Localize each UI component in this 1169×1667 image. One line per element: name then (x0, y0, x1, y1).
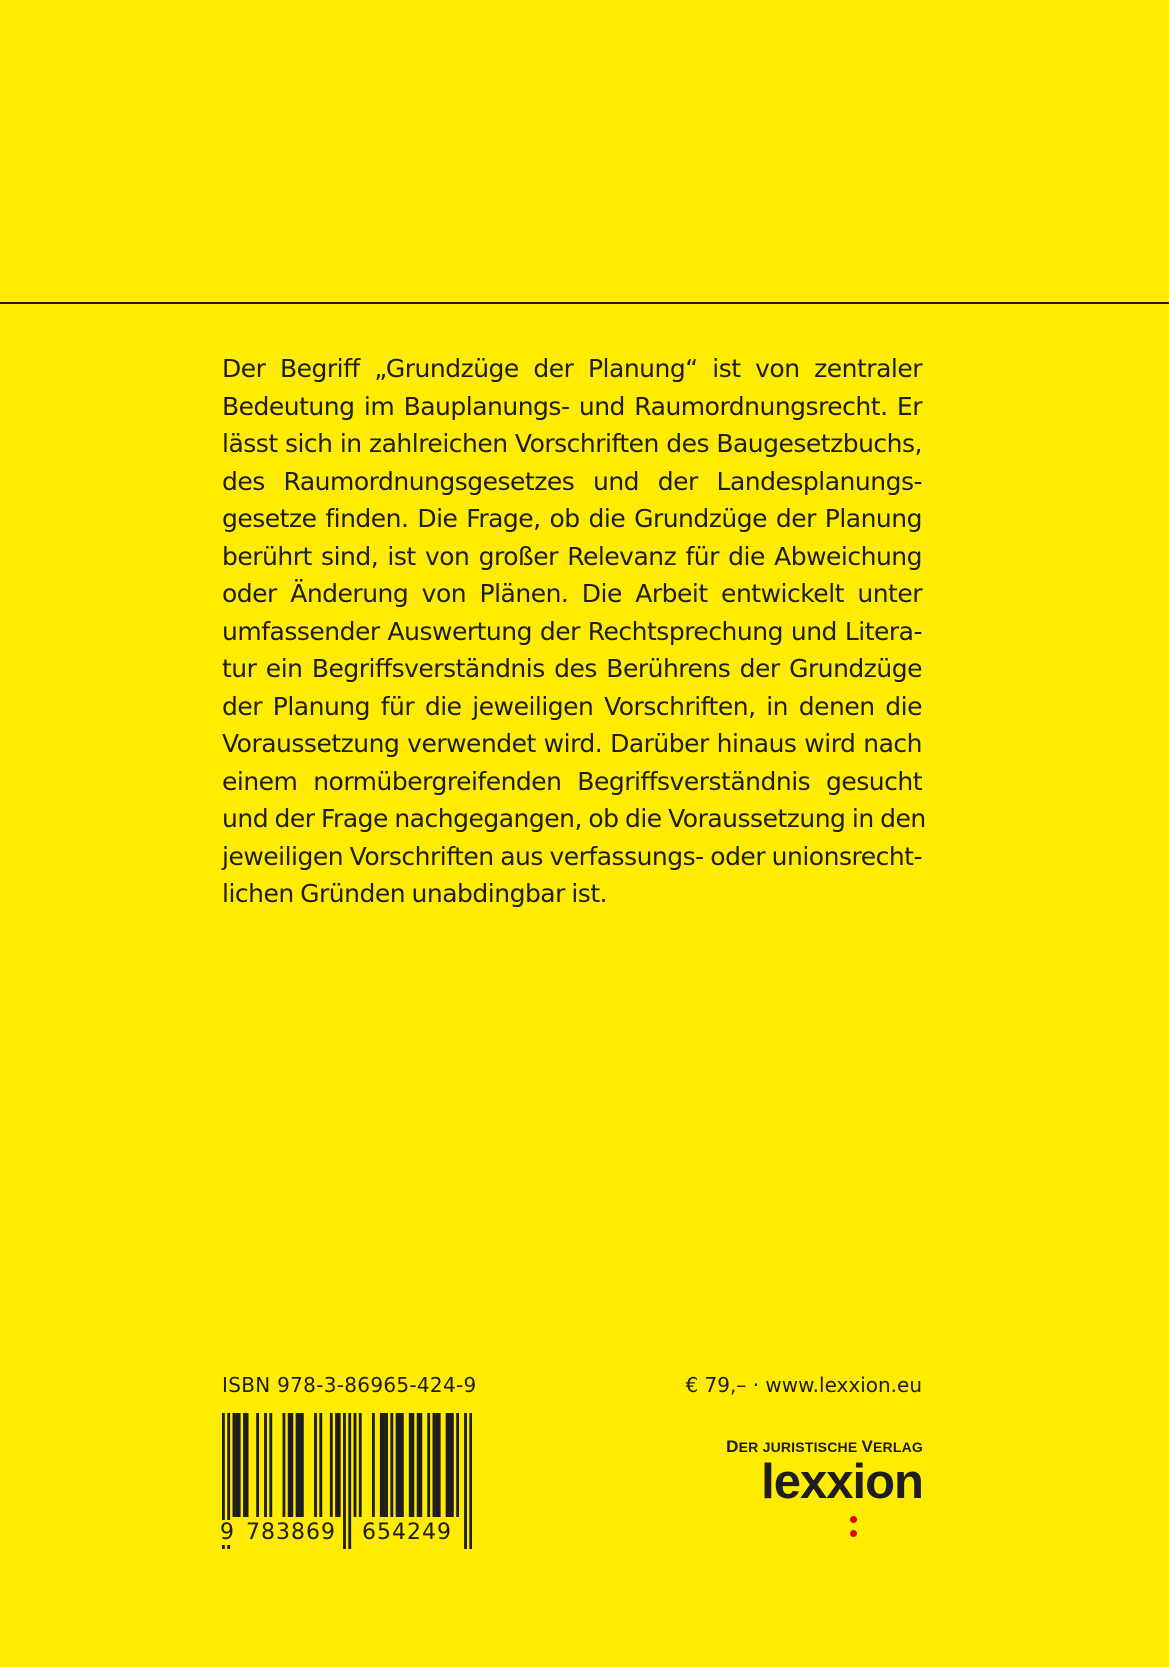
barcode-bar (283, 1413, 286, 1517)
barcode-bar (243, 1413, 246, 1517)
blurb-line: einem normübergreifenden Begriffsverständnis gesucht (222, 766, 922, 796)
tagline-initial: V (861, 1437, 873, 1456)
blurb-line: gesetze finden. Die Frage, ob die Grundzüge der Planung (222, 504, 922, 533)
barcode-bar (390, 1413, 393, 1517)
barcode-left-digits: 783869 (246, 1520, 336, 1545)
tagline-initial: D (726, 1437, 739, 1456)
barcode-bar (338, 1413, 341, 1517)
barcode-bar (451, 1413, 454, 1517)
barcode-bar (335, 1413, 338, 1517)
barcode-digits (222, 1514, 472, 1550)
blurb-line: lässt sich in zahlreichen Vorschriften des Baugesetzbuchs, (222, 429, 922, 458)
top-divider-line (0, 302, 1169, 304)
barcode-bar (433, 1413, 436, 1517)
barcode-bar (264, 1413, 267, 1517)
barcode-bar (256, 1413, 259, 1517)
blurb-line: des Raumordnungsgesetzes und der Landesplanungs- (222, 466, 922, 496)
logo-dot (850, 1516, 857, 1523)
barcode-lead-digit: 9 (220, 1520, 234, 1545)
price-and-website: € 79,– · www.lexxion.eu (685, 1373, 922, 1397)
barcode-bar (359, 1413, 362, 1517)
barcode-bar (446, 1413, 449, 1517)
tagline-text: ERLAG (873, 1439, 923, 1455)
barcode-bar (290, 1413, 293, 1517)
barcode-bar (448, 1413, 451, 1517)
barcode-bar (411, 1413, 414, 1517)
tagline-text: ER JURISTISCHE (738, 1439, 862, 1455)
blurb-line: Bedeutung im Bauplanungs- und Raumordnungsrecht. Er (222, 391, 922, 421)
barcode-bar (383, 1413, 386, 1517)
blurb-line: berührt sind, ist von großer Relevanz für die Abweichung (222, 541, 922, 571)
publisher-logo (726, 1437, 923, 1508)
blurb-line: und der Frage nachgegangen, ob die Voraussetzung in den (222, 804, 926, 833)
barcode-bar (298, 1413, 301, 1517)
barcode-bar (401, 1413, 404, 1517)
blurb-line: der Planung für die jeweiligen Vorschriften, in denen die (222, 691, 922, 721)
barcode-bar (269, 1413, 272, 1517)
barcode-bar (319, 1413, 322, 1517)
barcode-bar (301, 1413, 304, 1517)
barcode-bar (427, 1413, 430, 1517)
barcode-bar (314, 1413, 317, 1517)
blurb-line: oder Änderung von Plänen. Die Arbeit entwickelt unter (222, 579, 922, 608)
barcode-bar (380, 1413, 383, 1517)
barcode-bar (296, 1413, 299, 1517)
isbn-label: ISBN 978-3-86965-424-9 (222, 1373, 477, 1397)
barcode-bar (288, 1413, 291, 1517)
barcode-bar (235, 1413, 238, 1517)
barcode-bar (456, 1413, 459, 1517)
barcode-bar (233, 1413, 236, 1517)
blurb-line: Voraussetzung verwendet wird. Darüber hinaus wird nach (222, 729, 922, 758)
blurb-line: jeweiligen Vorschriften aus verfassungs- oder unionsrecht- (222, 841, 922, 871)
back-cover-blurb (222, 350, 926, 913)
blurb-line: tur ein Begriffsverständnis des Berührens der Grundzüge (222, 654, 922, 683)
blurb-line: lichen Gründen unabdingbar ist. (222, 879, 608, 908)
logo-red-dots (850, 1516, 858, 1546)
barcode-bar (246, 1413, 249, 1517)
barcode-bar (238, 1413, 241, 1517)
barcode-bar (409, 1413, 412, 1517)
publisher-tagline (726, 1437, 923, 1457)
barcode-bar (372, 1413, 375, 1517)
blurb-line: umfassender Auswertung der Rechtsprechung und Litera- (222, 616, 922, 646)
barcode-bar (396, 1413, 399, 1517)
barcode-bar (417, 1413, 420, 1517)
barcode-bar (438, 1413, 441, 1517)
barcode-bar (419, 1413, 422, 1517)
blurb-line: Der Begriff „Grundzüge der Planung“ ist von zentraler (222, 354, 922, 383)
barcode-bar (435, 1413, 438, 1517)
barcode-bar (398, 1413, 401, 1517)
barcode-bar (330, 1413, 333, 1517)
barcode-right-digits: 654249 (362, 1520, 452, 1545)
barcode-bar (354, 1413, 357, 1517)
logo-dot (850, 1530, 857, 1537)
publisher-name: lexxion (761, 1455, 923, 1509)
barcode-bar (385, 1413, 388, 1517)
